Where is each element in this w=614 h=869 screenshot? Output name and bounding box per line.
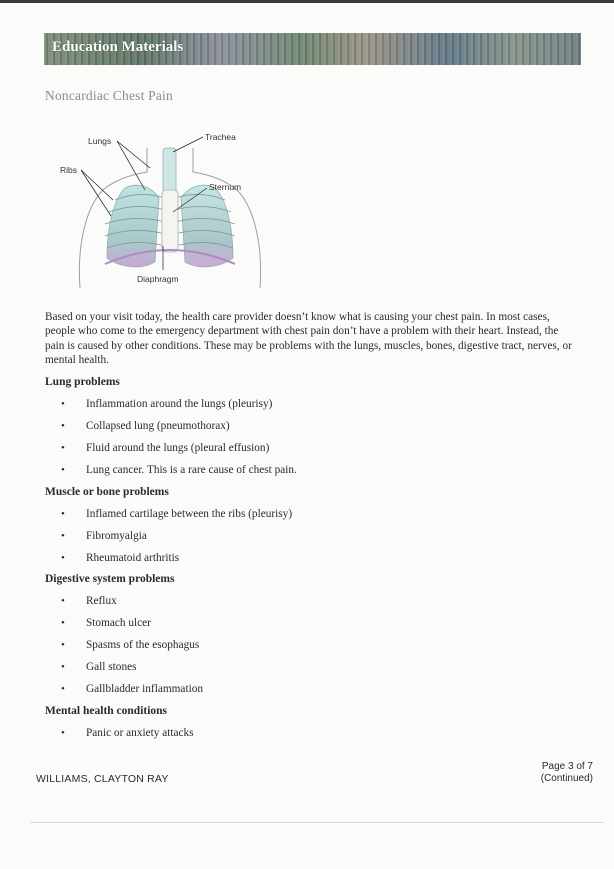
banner-title: Education Materials [52, 39, 184, 55]
continued-note: (Continued) [540, 773, 593, 784]
chest-anatomy-figure [55, 128, 285, 290]
sternum-shape [162, 190, 178, 252]
bullet: • [61, 595, 65, 607]
document-title: Noncardiac Chest Pain [45, 88, 173, 103]
bullet: • [61, 727, 65, 739]
list-item: • Fibromyalgia [61, 530, 147, 542]
list-item: • Inflamed cartilage between the ribs (pleurisy) [61, 508, 293, 520]
list-item: • Reflux [61, 595, 117, 607]
intro-paragraph: Based on your visit today, the health care provider doesn’t know what is causing your chest pain. In most cases, people who come to the emergency department with chest pain don’t have a problem with their heart. Instead, the pain is caused by other conditions. These may be problems with the lungs, muscles, bones, digestive tract, nerves, or mental health. [45, 311, 572, 366]
bullet: • [61, 398, 65, 410]
heading-digestive-problems: Digestive system problems [45, 573, 175, 585]
scan-top-edge [0, 0, 614, 3]
chest-anatomy-illustration [55, 128, 285, 290]
heading-mental-health: Mental health conditions [45, 705, 168, 717]
list-item: • Inflammation around the lungs (pleurisy) [61, 398, 273, 410]
bullet: • [61, 442, 65, 454]
bottom-rule [30, 822, 604, 823]
list-item: • Panic or anxiety attacks [61, 727, 194, 739]
bullet: • [61, 683, 65, 695]
bullet: • [61, 508, 65, 520]
list-item: • Gall stones [61, 661, 137, 673]
list-item: • Spasms of the esophagus [61, 639, 200, 651]
list-lung-problems [58, 397, 297, 485]
heading-muscle-bone-problems: Muscle or bone problems [45, 486, 169, 498]
list-item: • Lung cancer. This is a rare cause of chest pain. [61, 464, 297, 476]
page-number: Page 3 of 7 [541, 761, 593, 772]
bullet: • [61, 639, 65, 651]
page-indicator [541, 761, 593, 785]
list-muscle-bone-problems [58, 507, 292, 573]
label-sternum: Sternum [209, 182, 242, 192]
label-trachea: Trachea [205, 132, 236, 142]
list-mental-health [58, 726, 194, 748]
list-item: • Gallbladder inflammation [61, 683, 204, 695]
bullet: • [61, 464, 65, 476]
label-ribs: Ribs [60, 165, 78, 175]
bullet: • [61, 552, 65, 564]
heading-lung-problems: Lung problems [45, 376, 120, 388]
list-item: • Collapsed lung (pneumothorax) [61, 420, 230, 432]
patient-name: WILLIAMS, CLAYTON RAY [36, 773, 169, 785]
label-lungs: Lungs [88, 136, 112, 146]
trachea-shape [163, 148, 176, 194]
bullet: • [61, 530, 65, 542]
list-digestive-problems [58, 594, 203, 704]
list-item: • Rheumatoid arthritis [61, 552, 180, 564]
list-item: • Fluid around the lungs (pleural effusion) [61, 442, 270, 454]
education-materials-banner [44, 33, 581, 65]
bullet: • [61, 661, 65, 673]
bullet: • [61, 617, 65, 629]
list-item: • Stomach ulcer [61, 617, 151, 629]
label-diaphragm: Diaphragm [137, 274, 179, 284]
bullet: • [61, 420, 65, 432]
